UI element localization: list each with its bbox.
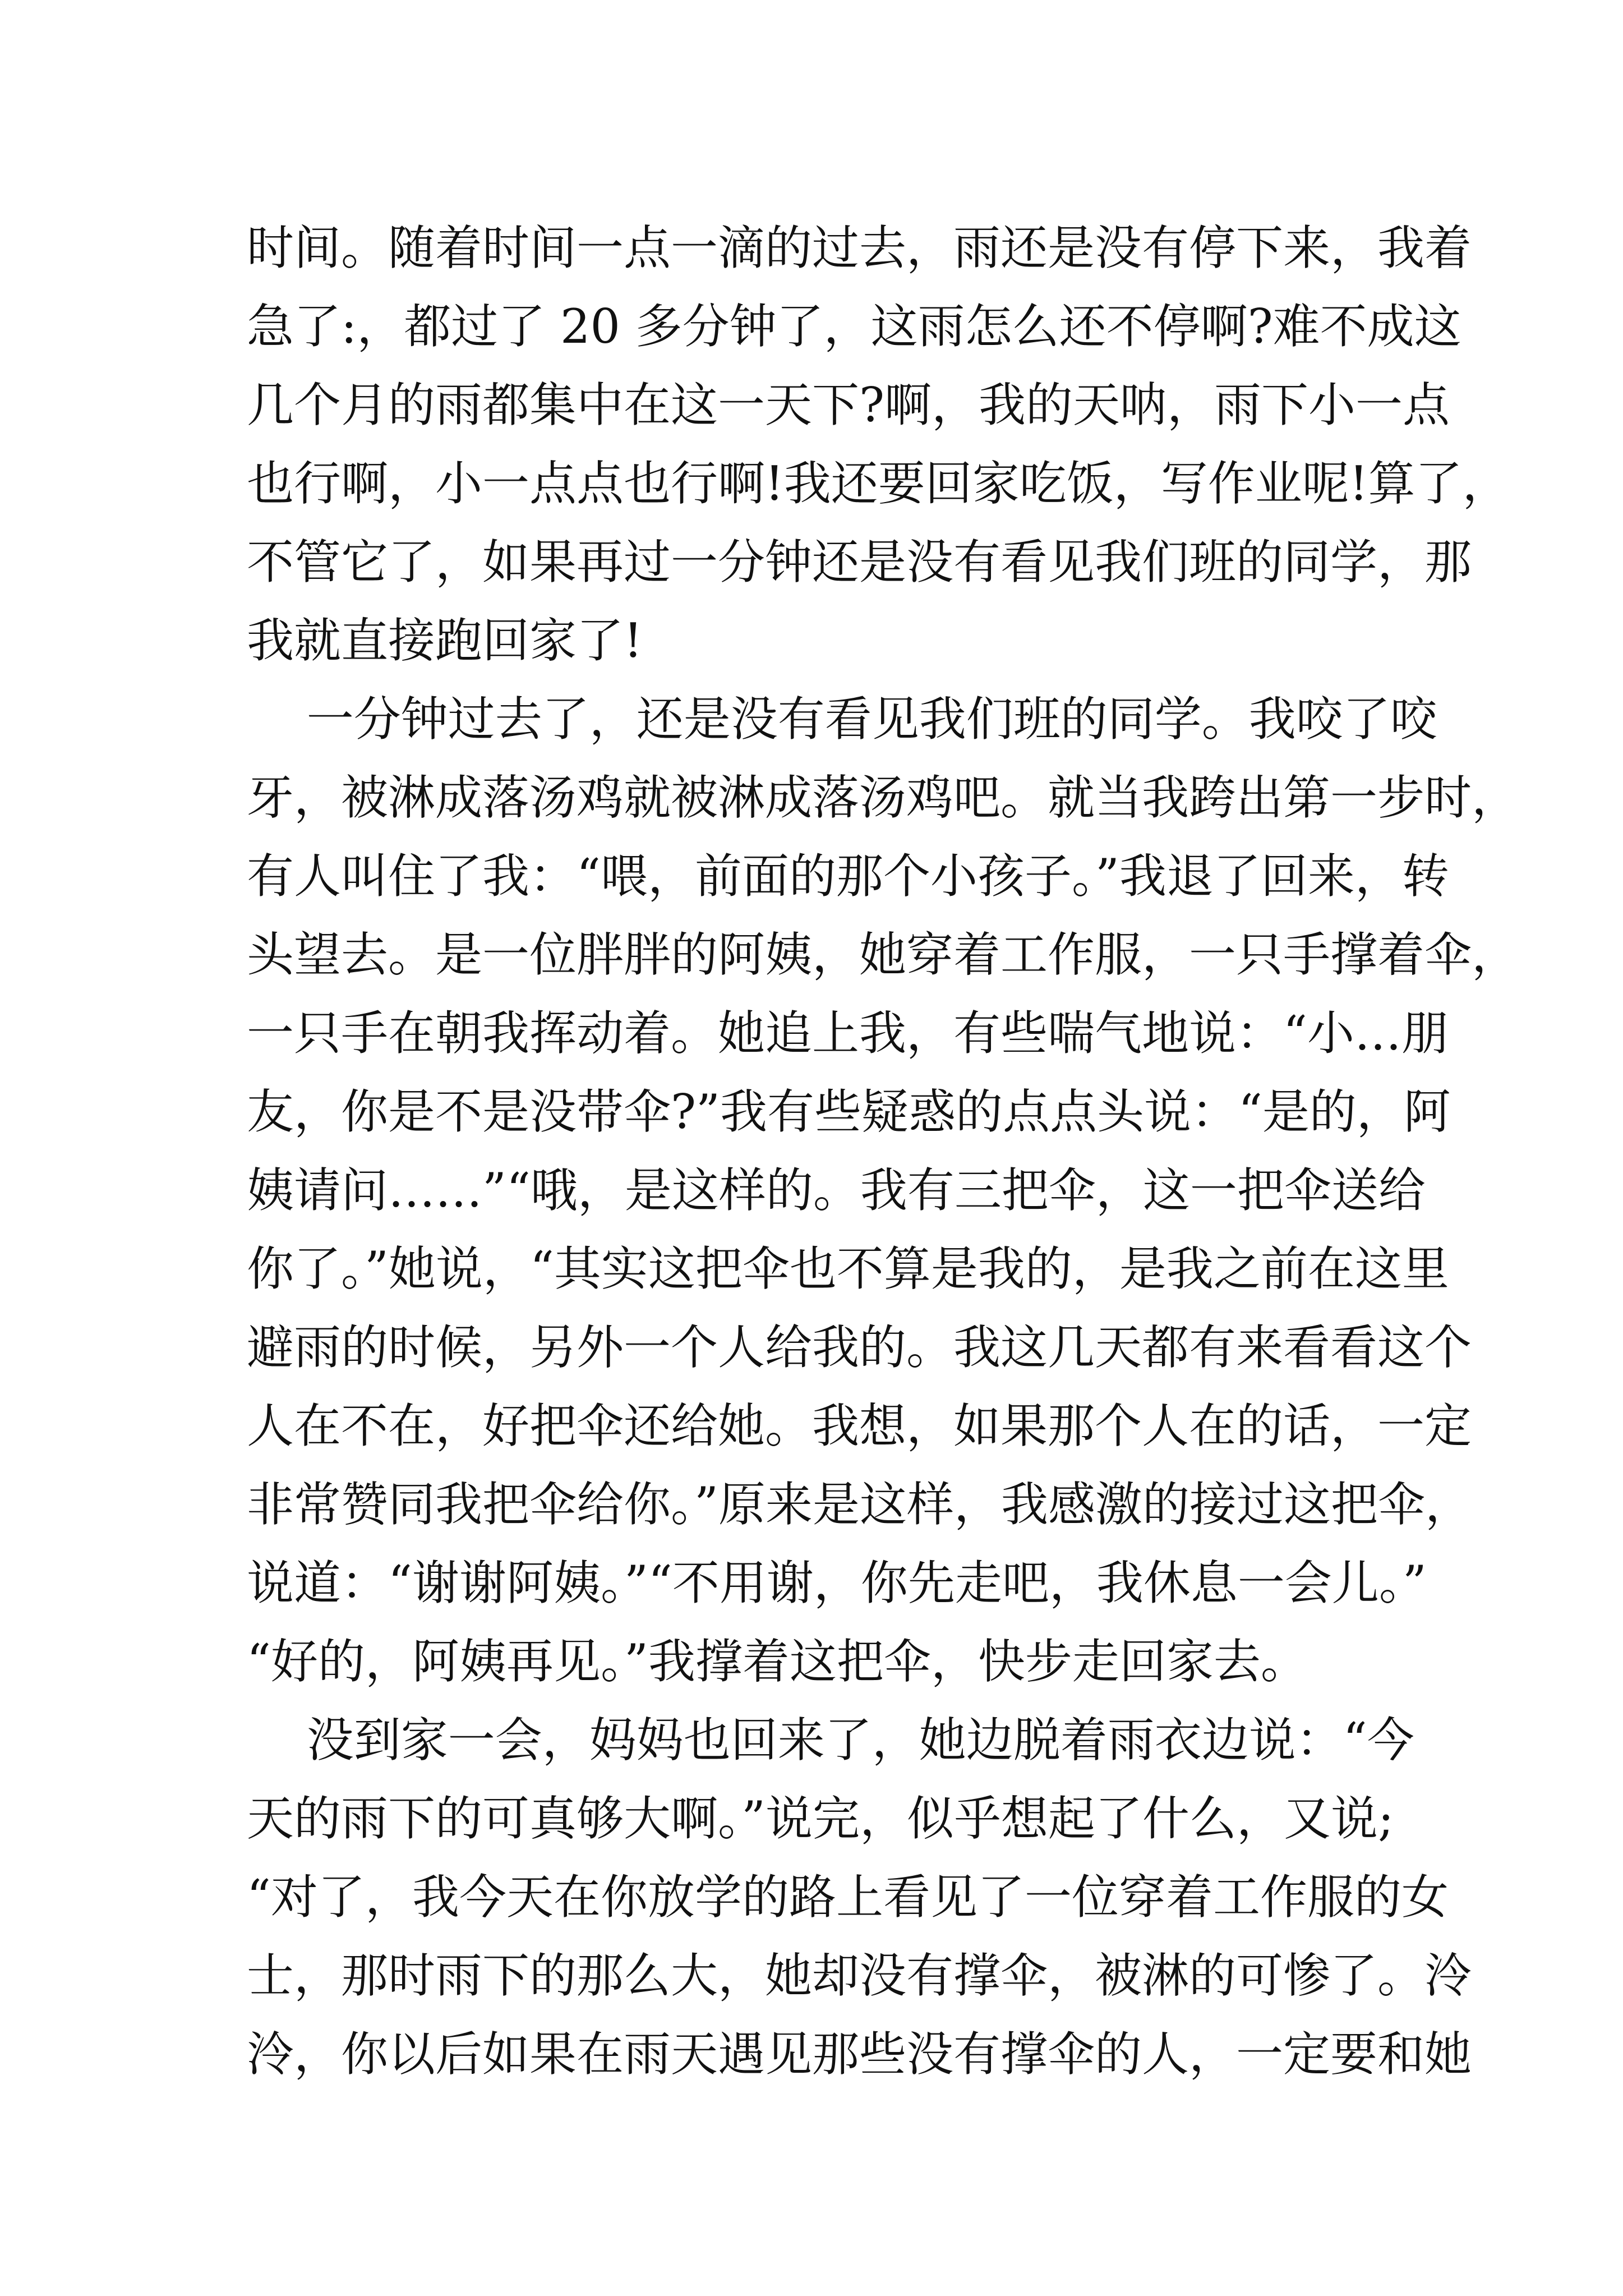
text-line: 有人叫住了我：“喂，前面的那个小孩子。”我退了回来，转 <box>247 849 1449 904</box>
text-line: 说道：“谢谢阿姨。”“不用谢，你先走吧，我休息一会儿。” <box>247 1556 1427 1611</box>
text-line: 泠，你以后如果在雨天遇见那些没有撑伞的人，一定要和她 <box>247 2027 1472 2082</box>
text-line: 姨请问……”“哦，是这样的。我有三把伞，这一把伞送给 <box>247 1163 1426 1218</box>
text-line: 一只手在朝我挥动着。她追上我，有些喘气地说：“小…朋 <box>247 1006 1449 1061</box>
text-line: 非常赞同我把伞给你。”原来是这样，我感激的接过这把伞， <box>247 1477 1472 1532</box>
text-line: 急了:，都过了 20 多分钟了，这雨怎么还不停啊?难不成这 <box>247 299 1461 354</box>
text-line: 时间。随着时间一点一滴的过去，雨还是没有停下来，我着 <box>247 220 1472 275</box>
text-line: 牙，被淋成落汤鸡就被淋成落汤鸡吧。就当我跨出第一步时， <box>247 770 1519 825</box>
text-line: “对了，我今天在你放学的路上看见了一位穿着工作服的女 <box>247 1870 1449 1925</box>
text-line: 人在不在，好把伞还给她。我想，如果那个人在的话，一定 <box>247 1398 1472 1453</box>
text-line: 一分钟过去了，还是没有看见我们班的同学。我咬了咬 <box>247 692 1437 747</box>
text-line: 士，那时雨下的那么大，她却没有撑伞，被淋的可惨了。泠 <box>247 1948 1472 2003</box>
text-line: 不管它了，如果再过一分钟还是没有看见我们班的同学，那 <box>247 535 1472 590</box>
text-line: 友，你是不是没带伞?”我有些疑惑的点点头说：“是的，阿 <box>247 1084 1451 1139</box>
text-line: 天的雨下的可真够大啊。”说完，似乎想起了什么，又说; <box>247 1791 1394 1846</box>
text-line: 几个月的雨都集中在这一天下?啊，我的天呐，雨下小一点 <box>247 378 1450 432</box>
text-line: “好的，阿姨再见。”我撑着这把伞，快步走回家去。 <box>247 1634 1308 1689</box>
text-line: 没到家一会，妈妈也回来了，她边脱着雨衣边说：“今 <box>247 1713 1414 1768</box>
text-line: 也行啊，小一点点也行啊!我还要回家吃饭，写作业呢!算了， <box>247 456 1510 511</box>
body-text <box>247 209 1519 2093</box>
text-line: 你了。”她说，“其实这把伞也不算是我的，是我之前在这里 <box>247 1241 1449 1296</box>
text-line: 避雨的时候，另外一个人给我的。我这几天都有来看看这个 <box>247 1320 1472 1375</box>
text-line: 我就直接跑回家了! <box>247 613 643 668</box>
text-line: 头望去。是一位胖胖的阿姨，她穿着工作服，一只手撑着伞， <box>247 927 1519 982</box>
